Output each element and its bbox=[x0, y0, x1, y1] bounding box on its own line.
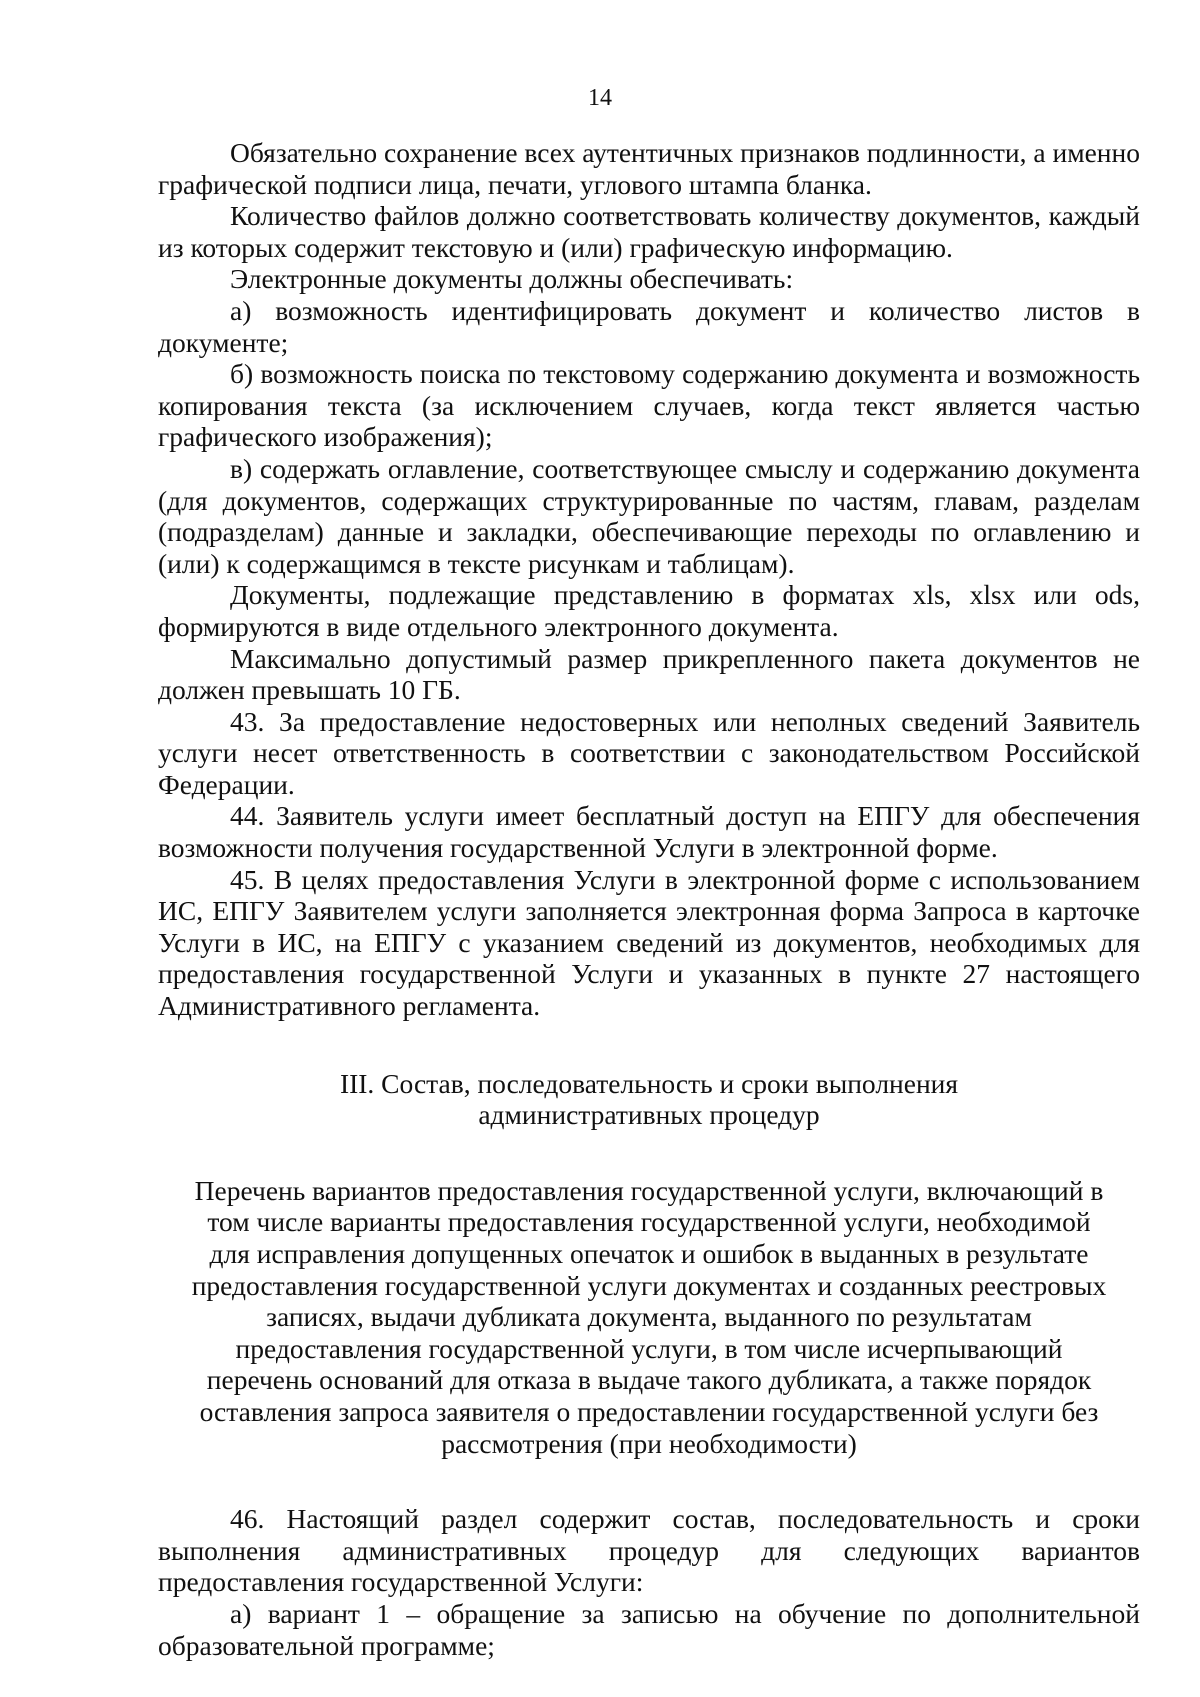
document-body bbox=[158, 137, 1140, 1661]
section-heading-line2: административных процедур bbox=[478, 1099, 820, 1131]
paragraph-formats: Документы, подлежащие представлению в форматах xls, xlsx или ods, формируются в виде отдельного электронного документа. bbox=[158, 579, 1140, 642]
page-number: 14 bbox=[588, 85, 612, 111]
paragraph-45: 45. В целях предоставления Услуги в электронной форме с использованием ИС, ЕПГУ Заявителем услуги заполняется электронная форма Запроса в карточке Услуги в ИС, на ЕПГУ с указанием сведений из документов, необходимых для предоставления государственной Услуги и указанных в пункте 27 настоящего Административного регламента. bbox=[158, 863, 1140, 1022]
paragraph-44: 44. Заявитель услуги имеет бесплатный доступ на ЕПГУ для обеспечения возможности получения государственной Услуги в электронной форме. bbox=[158, 800, 1140, 864]
paragraph-file-count: Количество файлов должно соответствовать количеству документов, каждый из которых содержит текстовую и (или) графическую информацию. bbox=[158, 200, 1140, 263]
list-item-v: в) содержать оглавление, соответствующее смыслу и содержанию документа (для документов, содержащих структурированные по частям, главам, разделам (подразделам) данные и закладки, обеспечивающие переходы по оглавлению и (или) к содержащимся в тексте рисункам и таблицам). bbox=[158, 452, 1140, 579]
list-item-a: а) возможность идентифицировать документ и количество листов в документе; bbox=[158, 294, 1140, 358]
list-item-b: б) возможность поиска по текстовому содержанию документа и возможность копирования текста (за исключением случаев, когда текст является частью графического изображения); bbox=[158, 358, 1140, 453]
subsection-heading: Перечень вариантов предоставления государственной услуги, включающий в том числе варианты предоставления государственной услуги, необходимой для исправления допущенных опечаток и ошибок в выданных в результате предоставления государственной услуги документах и созданных реестровых записях, выдачи дубликата документа, выданного по результатам предоставления государственной услуги, в том числе исчерпывающий перечень оснований для отказа в выдаче такого дубликата, а также порядок оставления запроса заявителя о предоставлении государственной услуги без рассмотрения (при необходимости) bbox=[191, 1174, 1107, 1459]
paragraph-46: 46. Настоящий раздел содержит состав, последовательность и сроки выполнения административных процедур для следующих вариантов предоставления государственной Услуги: bbox=[158, 1503, 1140, 1598]
section-heading-line1: III. Состав, последовательность и сроки выполнения bbox=[339, 1067, 959, 1099]
paragraph-authenticity: Обязательно сохранение всех аутентичных признаков подлинности, а именно графической подписи лица, печати, углового штампа бланка. bbox=[158, 137, 1140, 200]
paragraph-43: 43. За предоставление недостоверных или неполных сведений Заявитель услуги несет ответственность в соответствии с законодательством Российской Федерации. bbox=[158, 705, 1140, 800]
paragraph-electronic-docs: Электронные документы должны обеспечивать: bbox=[230, 263, 794, 295]
list-item-variant-1: а) вариант 1 – обращение за записью на обучение по дополнительной образовательной программе; bbox=[158, 1597, 1140, 1661]
paragraph-max-size: Максимально допустимый размер прикрепленного пакета документов не должен превышать 10 ГБ. bbox=[158, 642, 1140, 706]
section-heading bbox=[158, 1068, 1140, 1131]
